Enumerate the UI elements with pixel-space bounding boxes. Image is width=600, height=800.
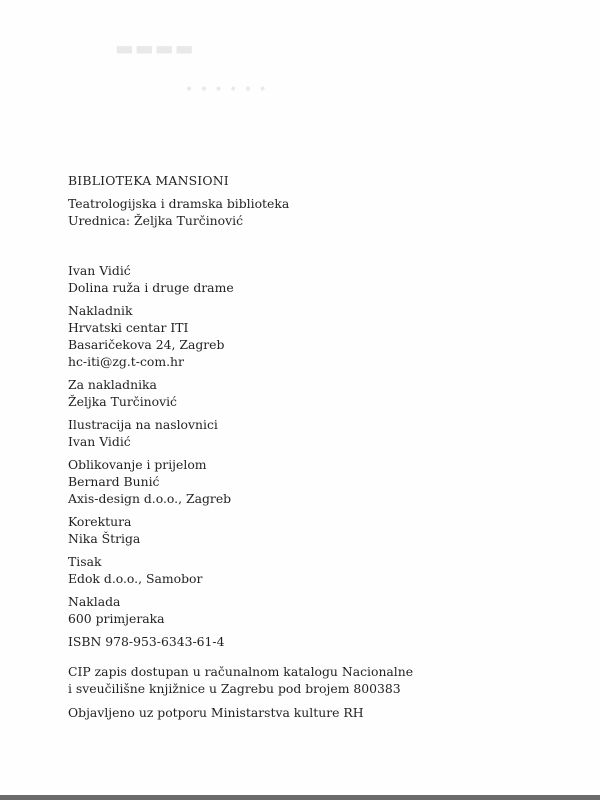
cip-block <box>68 663 413 721</box>
credit-label: Ilustracija na naslovnici <box>68 417 218 432</box>
series-subtitle: Teatrologijska i dramska biblioteka <box>68 196 290 211</box>
series-name: BIBLIOTEKA MANSIONI <box>68 173 229 188</box>
credit-value: Axis-design d.o.o., Zagreb <box>68 491 232 506</box>
book-info <box>68 262 234 296</box>
credit-value: Željka Turčinović <box>68 394 177 409</box>
credit-value: Edok d.o.o., Samobor <box>68 571 203 586</box>
credit-label: Korektura <box>68 514 132 529</box>
credit-label: Oblikovanje i prijelom <box>68 457 207 472</box>
credit-printing <box>68 553 234 587</box>
credit-for-publisher <box>68 376 234 410</box>
credit-label: Naklada <box>68 594 121 609</box>
credit-proofreading <box>68 513 234 547</box>
credit-value: Nika Štriga <box>68 531 141 546</box>
credit-design-layout <box>68 456 234 507</box>
isbn: ISBN 978-953-6343-61-4 <box>68 634 225 649</box>
page-edge-shadow <box>0 795 600 800</box>
credit-label: Za nakladnika <box>68 377 157 392</box>
isbn-group <box>68 633 234 650</box>
credits-block <box>68 262 234 656</box>
credit-cover-illustration <box>68 416 234 450</box>
credit-value: Basaričekova 24, Zagreb <box>68 337 225 352</box>
series-block <box>68 172 289 229</box>
credit-value: 600 primjeraka <box>68 611 165 626</box>
credit-value: Ivan Vidić <box>68 434 131 449</box>
series-editor: Urednica: Željka Turčinović <box>68 213 244 228</box>
book-title: Dolina ruža i druge drame <box>68 280 234 295</box>
credit-print-run <box>68 593 234 627</box>
bleed-through-shadow: ▬▬▬▬ <box>115 36 195 60</box>
bleed-through-shadow: • • • • • • <box>185 82 268 98</box>
credit-label: Nakladnik <box>68 303 133 318</box>
credit-value: hc-iti@zg.t-com.hr <box>68 354 184 369</box>
credit-label: Tisak <box>68 554 102 569</box>
credit-value: Bernard Bunić <box>68 474 160 489</box>
cip-line: CIP zapis dostupan u računalnom katalogu Nacionalne <box>68 664 414 679</box>
cip-line: i sveučilišne knjižnice u Zagrebu pod brojem 800383 <box>68 681 401 696</box>
credit-publisher <box>68 302 234 370</box>
support-note: Objavljeno uz potporu Ministarstva kulture RH <box>68 705 364 720</box>
book-author: Ivan Vidić <box>68 263 131 278</box>
credit-value: Hrvatski centar ITI <box>68 320 189 335</box>
